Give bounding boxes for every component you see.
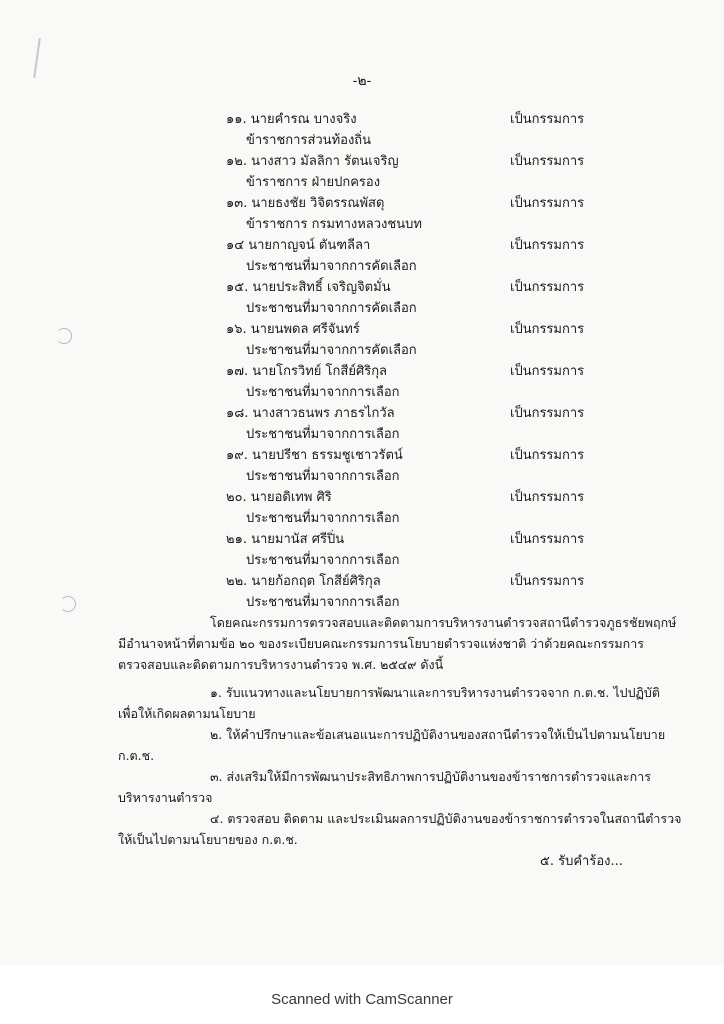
paragraph-line: ตรวจสอบและติดตามการบริหารงานตำรวจ พ.ศ. ๒๕๔๙ ดังนี้: [118, 657, 444, 672]
member-name: ๑๘. นางสาวธนพร ภาธรไกวัล: [226, 406, 395, 421]
committee-member: [0, 318, 724, 360]
member-role: เป็นกรรมการ: [510, 238, 585, 253]
member-name: ๑๒. นางสาว มัลลิกา รัตนเจริญ: [226, 154, 399, 169]
duty-item: [118, 766, 651, 808]
member-title: ประชาชนที่มาจากการเลือก: [246, 595, 400, 610]
duty-line: ๔. ตรวจสอบ ติดตาม และประเมินผลการปฏิบัติงานของข้าราชการตำรวจในสถานีตำรวจ: [210, 811, 682, 826]
member-role: เป็นกรรมการ: [510, 364, 585, 379]
committee-member: [0, 402, 724, 444]
member-role: เป็นกรรมการ: [510, 490, 585, 505]
member-title: ประชาชนที่มาจากการเลือก: [246, 553, 400, 568]
scanner-watermark: Scanned with CamScanner: [271, 991, 453, 1008]
member-name: ๒๑. นายมานัส ศรีปิ่น: [226, 532, 345, 547]
duty-line: ให้เป็นไปตามนโยบายของ ก.ต.ช.: [118, 832, 298, 847]
member-title: ข้าราชการ กรมทางหลวงชนบท: [246, 217, 422, 232]
member-title: ประชาชนที่มาจากการเลือก: [246, 427, 400, 442]
member-name: ๑๓. นายธงชัย วิจิตรรณพัสดุ: [226, 196, 385, 211]
duty-item: [118, 724, 666, 766]
duty-item: [118, 808, 682, 850]
member-name: ๑๖. นายนพดล ศรีจันทร์: [226, 322, 360, 337]
committee-member: [0, 570, 724, 612]
duty-line: ๒. ให้คำปรึกษาและข้อเสนอแนะการปฏิบัติงานของสถานีตำรวจให้เป็นไปตามนโยบาย: [210, 727, 666, 742]
member-role: เป็นกรรมการ: [510, 112, 585, 127]
duty-line: เพื่อให้เกิดผลตามนโยบาย: [118, 706, 256, 721]
member-title: ข้าราชการส่วนท้องถิ่น: [246, 133, 372, 148]
paragraph-line: โดยคณะกรรมการตรวจสอบและติดตามการบริหารงานตำรวจสถานีตำรวจภูธรชัยพฤกษ์: [210, 615, 677, 630]
committee-member: [0, 444, 724, 486]
committee-member: [0, 192, 724, 234]
paragraph-line: มีอำนาจหน้าที่ตามข้อ ๒๐ ของระเบียบคณะกรรมการนโยบายตำรวจแห่งชาติ ว่าด้วยคณะกรรมการ: [118, 636, 644, 651]
member-title: ประชาชนที่มาจากการเลือก: [246, 385, 400, 400]
committee-member: [0, 528, 724, 570]
committee-member: [0, 486, 724, 528]
member-role: เป็นกรรมการ: [510, 406, 585, 421]
duty-line: ๑. รับแนวทางและนโยบายการพัฒนาและการบริหารงานตำรวจจาก ก.ต.ช. ไปปฏิบัติ: [210, 685, 660, 700]
duty-line: ๓. ส่งเสริมให้มีการพัฒนาประสิทธิภาพการปฏิบัติงานของข้าราชการตำรวจและการ: [210, 769, 651, 784]
committee-member: [0, 150, 724, 192]
member-role: เป็นกรรมการ: [510, 280, 585, 295]
member-name: ๑๙. นายปรีชา ธรรมชูเชาวรัตน์: [226, 448, 403, 463]
duty-line: ก.ต.ช.: [118, 748, 155, 763]
member-name: ๒๐. นายอดิเทพ ศิริ: [226, 490, 332, 505]
member-role: เป็นกรรมการ: [510, 448, 585, 463]
member-title: ประชาชนที่มาจากการคัดเลือก: [246, 343, 417, 358]
member-title: ข้าราชการ ฝ่ายปกครอง: [246, 175, 381, 190]
intro-paragraph: [118, 612, 677, 675]
member-role: เป็นกรรมการ: [510, 154, 585, 169]
committee-member: [0, 276, 724, 318]
member-name: ๑๑. นายคำรณ บางจริง: [226, 112, 357, 127]
member-role: เป็นกรรมการ: [510, 196, 585, 211]
committee-member: [0, 360, 724, 402]
committee-member: [0, 108, 724, 150]
member-title: ประชาชนที่มาจากการคัดเลือก: [246, 301, 417, 316]
member-name: ๑๕. นายประสิทธิ์ เจริญจิตมั่น: [226, 280, 391, 295]
duty-line: บริหารงานตำรวจ: [118, 790, 213, 805]
member-name: ๒๒. นายก้อกฤต โกสีย์ศิริกุล: [226, 574, 381, 589]
continuation-marker: ๕. รับคำร้อง...: [540, 854, 623, 869]
duty-item: [118, 682, 660, 724]
member-name: ๑๔ นายกาญจน์ ตันฑลีลา: [226, 238, 371, 253]
member-role: เป็นกรรมการ: [510, 322, 585, 337]
member-title: ประชาชนที่มาจากการเลือก: [246, 511, 400, 526]
member-name: ๑๗. นายโกรวิทย์ โกสีย์ศิริกุล: [226, 364, 388, 379]
member-role: เป็นกรรมการ: [510, 532, 585, 547]
member-title: ประชาชนที่มาจากการคัดเลือก: [246, 259, 417, 274]
member-role: เป็นกรรมการ: [510, 574, 585, 589]
committee-member: [0, 234, 724, 276]
member-title: ประชาชนที่มาจากการเลือก: [246, 469, 400, 484]
page-number: -๒-: [352, 73, 372, 89]
